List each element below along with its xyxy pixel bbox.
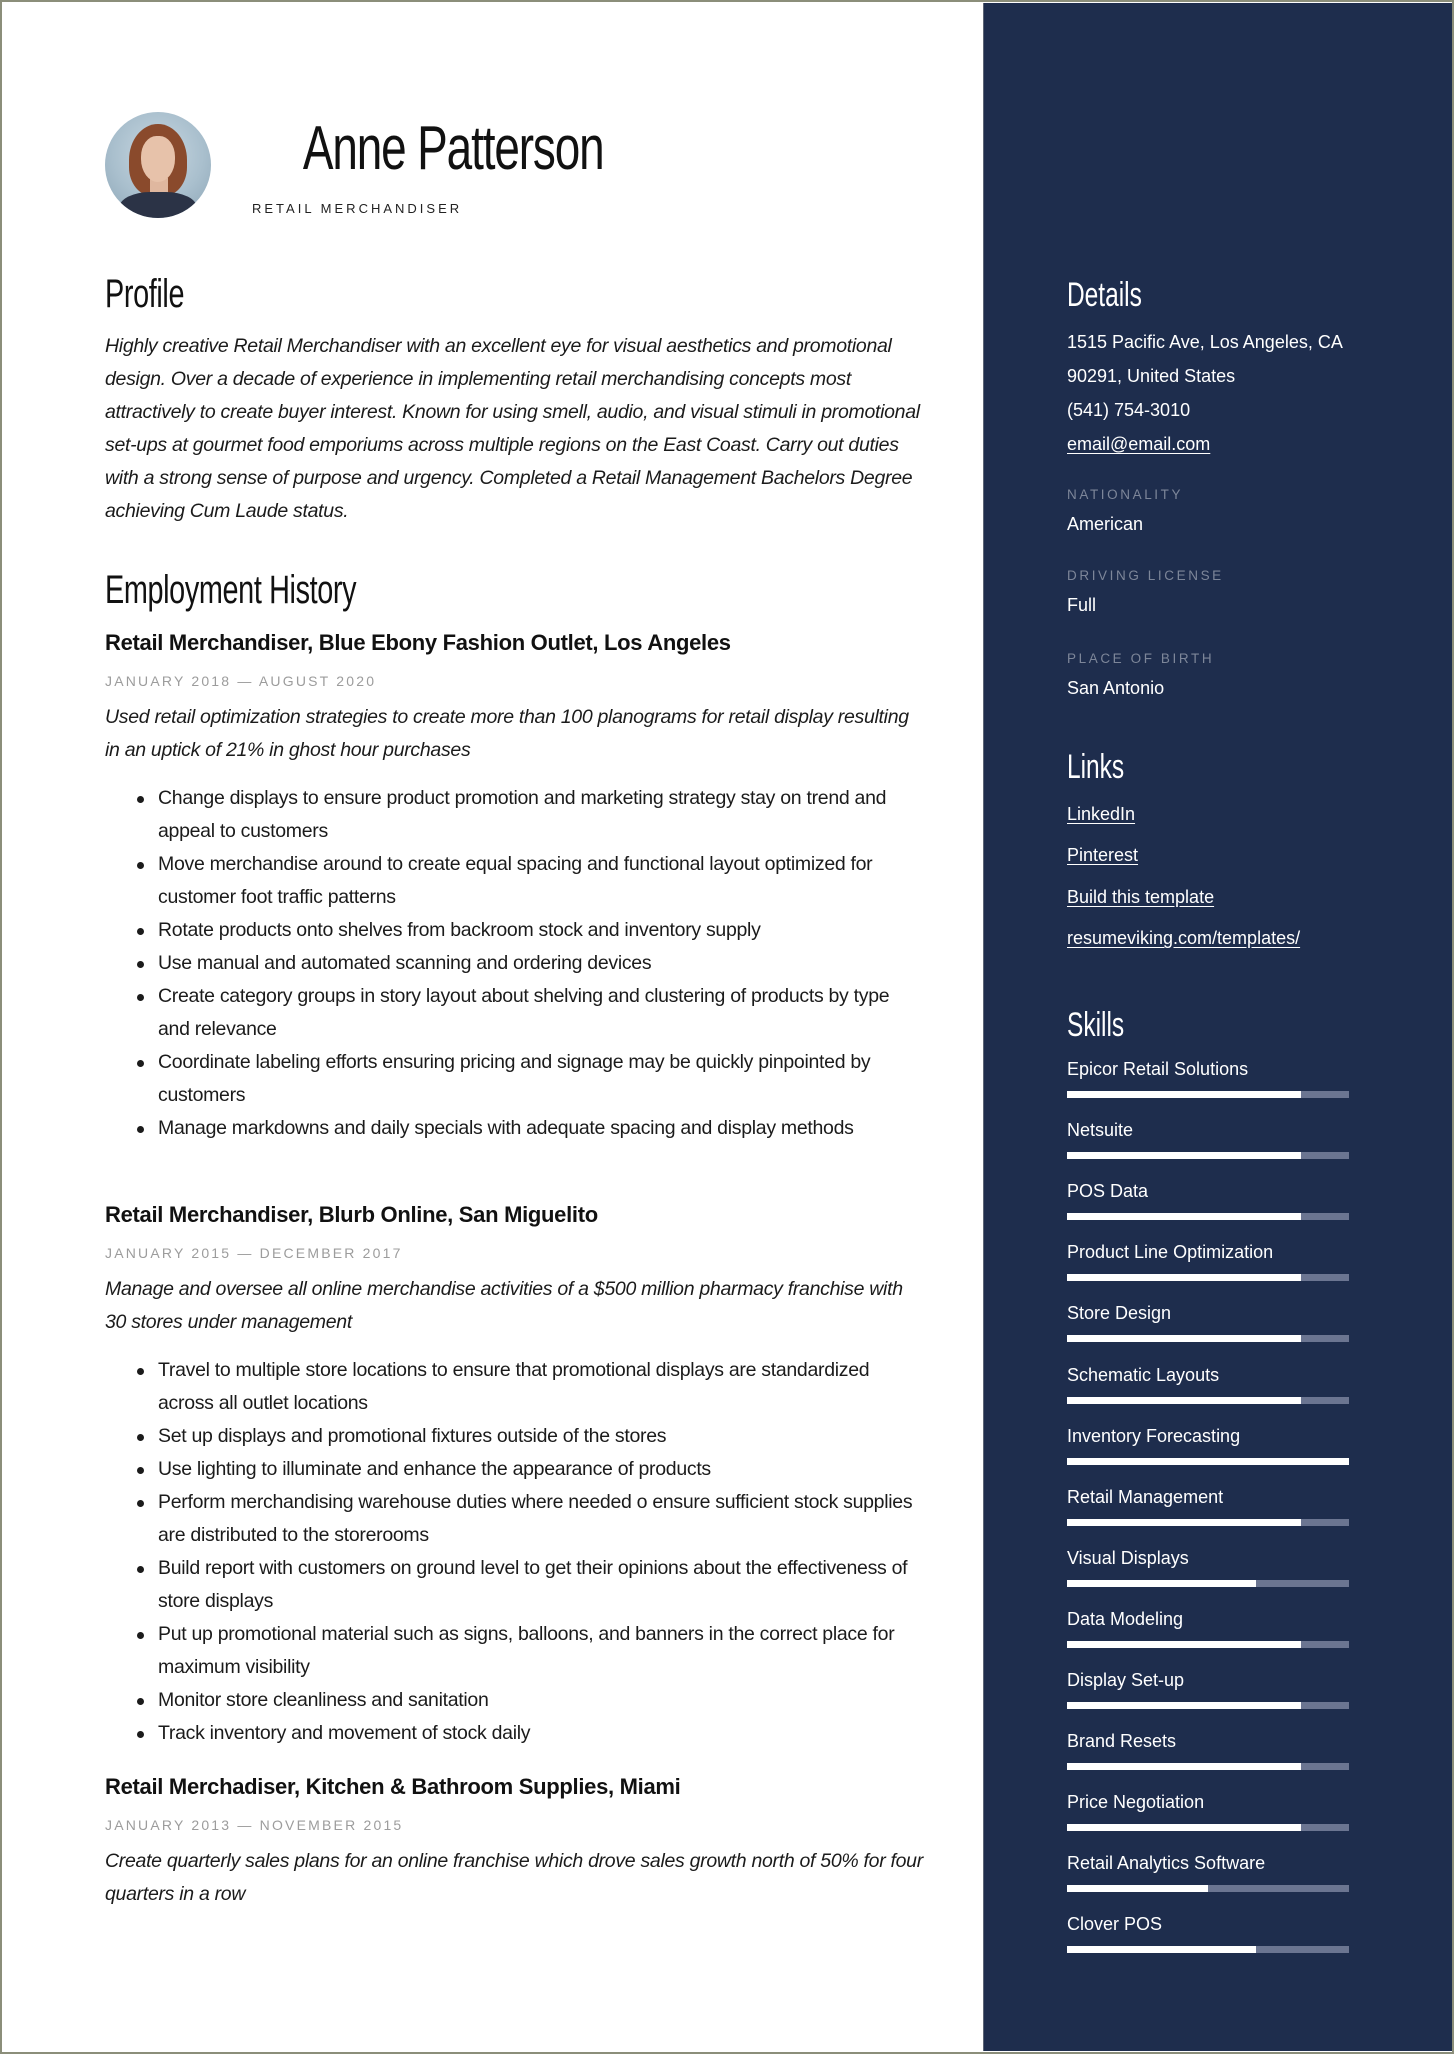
bullet-dot-icon [137, 1368, 144, 1375]
skill-level-fill [1067, 1091, 1301, 1098]
skill-item [1067, 1730, 1349, 1770]
job-bullet-text: Rotate products onto shelves from backroom stock and inventory supply [158, 919, 761, 941]
link-build-template[interactable]: Build this template [1067, 887, 1215, 907]
job-bullet-text: Use manual and automated scanning and ordering devices [158, 952, 652, 974]
phone: (541) 754-3010 [1067, 400, 1191, 420]
skill-level-bar [1067, 1763, 1349, 1770]
nationality-label: NATIONALITY [1067, 487, 1184, 502]
skill-level-fill [1067, 1580, 1256, 1587]
skill-item [1067, 1241, 1349, 1281]
sidebar [983, 3, 1452, 2051]
skill-level-fill [1067, 1274, 1301, 1281]
job-bullet [105, 980, 925, 1046]
job-bullet-text: Build report with customers on ground level to get their opinions about the effectiveness of store displays [158, 1557, 908, 1612]
skill-level-fill [1067, 1458, 1349, 1465]
skill-level-bar [1067, 1824, 1349, 1831]
skill-level-fill [1067, 1335, 1301, 1342]
candidate-name: Anne Patterson [302, 114, 604, 183]
skill-item [1067, 1425, 1349, 1465]
job-bullet [105, 1684, 925, 1717]
skill-level-bar [1067, 1641, 1349, 1648]
skill-name: Store Design [1067, 1303, 1172, 1324]
job-summary: Create quarterly sales plans for an online franchise which drove sales growth north of 50% for four quarters in a row [105, 1850, 923, 1905]
skill-item [1067, 1913, 1349, 1953]
job-bullet [105, 1552, 925, 1618]
job-bullet-text: Use lighting to illuminate and enhance the appearance of products [158, 1458, 711, 1480]
job-title: Retail Merchadiser, Kitchen & Bathroom Supplies, Miami [105, 1774, 681, 1799]
profile-photo [105, 112, 211, 218]
job-bullet-text: Put up promotional material such as signs, balloons, and banners in the correct place for maximum visibility [158, 1623, 895, 1678]
job-bullet [105, 1618, 925, 1684]
candidate-title: RETAIL MERCHANDISER [252, 201, 463, 216]
skill-name: Product Line Optimization [1067, 1242, 1274, 1263]
skill-name: Retail Analytics Software [1067, 1853, 1266, 1874]
job-bullets [105, 782, 925, 1145]
skill-level-bar [1067, 1152, 1349, 1159]
bullet-dot-icon [137, 1566, 144, 1573]
job-bullet [105, 1453, 925, 1486]
job-dates: JANUARY 2018 — AUGUST 2020 [105, 673, 377, 689]
link-pinterest[interactable]: Pinterest [1067, 845, 1139, 865]
nationality-value: American [1067, 514, 1144, 534]
skill-level-fill [1067, 1213, 1301, 1220]
links-heading: Links [1067, 748, 1125, 786]
skill-level-bar [1067, 1885, 1349, 1892]
job-bullet [105, 1717, 925, 1750]
skill-level-fill [1067, 1641, 1301, 1648]
job-bullet [105, 1046, 925, 1112]
skill-level-fill [1067, 1519, 1301, 1526]
job-bullet [105, 848, 925, 914]
bullet-dot-icon [137, 1060, 144, 1067]
bullet-dot-icon [137, 1500, 144, 1507]
job-bullet-text: Set up displays and promotional fixtures outside of the stores [158, 1425, 667, 1447]
place-of-birth-value: San Antonio [1067, 678, 1165, 698]
skill-level-fill [1067, 1702, 1301, 1709]
skill-level-fill [1067, 1885, 1208, 1892]
skill-name: Inventory Forecasting [1067, 1425, 1241, 1446]
skill-level-bar [1067, 1580, 1349, 1587]
email-link[interactable]: email@email.com [1067, 434, 1211, 454]
bullet-dot-icon [137, 994, 144, 1001]
skill-level-bar [1067, 1213, 1349, 1220]
skill-level-bar [1067, 1519, 1349, 1526]
employment-heading: Employment History [105, 568, 357, 612]
skill-item [1067, 1364, 1349, 1404]
skill-level-fill [1067, 1946, 1256, 1953]
skill-level-bar [1067, 1458, 1349, 1465]
job-bullet [105, 1486, 925, 1552]
bullet-dot-icon [137, 1467, 144, 1474]
skill-name: Brand Resets [1067, 1731, 1177, 1752]
address-line-2: 90291, United States [1067, 366, 1236, 386]
bullet-dot-icon [137, 928, 144, 935]
job-bullet [105, 1354, 925, 1420]
job-bullet [105, 914, 925, 947]
link-linkedin[interactable]: LinkedIn [1067, 804, 1136, 824]
job-bullets [105, 1354, 925, 1750]
job-bullet-text: Monitor store cleanliness and sanitation [158, 1689, 489, 1711]
link-resumeviking[interactable]: resumeviking.com/templates/ [1067, 928, 1301, 948]
job-title: Retail Merchandiser, Blurb Online, San Miguelito [105, 1202, 598, 1227]
job-bullet [105, 782, 925, 848]
skill-item [1067, 1119, 1349, 1159]
skill-level-fill [1067, 1824, 1301, 1831]
skill-level-bar [1067, 1335, 1349, 1342]
skill-item [1067, 1058, 1349, 1098]
skill-item [1067, 1608, 1349, 1648]
job-bullet-text: Perform merchandising warehouse duties where needed o ensure sufficient stock supplies are distributed to the storerooms [158, 1491, 913, 1546]
photo-shirt [119, 192, 197, 218]
photo-face [141, 136, 175, 182]
driving-license-label: DRIVING LICENSE [1067, 568, 1224, 583]
job-bullet-text: Move merchandise around to create equal spacing and functional layout optimized for customer foot traffic patterns [158, 853, 873, 908]
skill-item [1067, 1180, 1349, 1220]
bullet-dot-icon [137, 1698, 144, 1705]
bullet-dot-icon [137, 1434, 144, 1441]
skill-level-bar [1067, 1274, 1349, 1281]
bullet-dot-icon [137, 862, 144, 869]
job-bullet-text: Create category groups in story layout about shelving and clustering of products by type and relevance [158, 985, 890, 1040]
skill-name: Price Negotiation [1067, 1792, 1205, 1813]
job-bullet [105, 1420, 925, 1453]
driving-license-value: Full [1067, 595, 1097, 615]
skill-level-fill [1067, 1152, 1301, 1159]
skill-name: Display Set-up [1067, 1670, 1185, 1690]
profile-text: Highly creative Retail Merchandiser with an excellent eye for visual aesthetics and promotional design. Over a decade of experience in implementing retail merchandising concepts most attractively to create buyer interest. Known for using smell, audio, and visual stimuli in promotional set-ups at gourmet food emporiums across multiple regions on the East Coast. Carry out duties with a strong sense of purpose and urgency. Completed a Retail Management Bachelors Degree achieving Cum Laude status. [105, 335, 920, 522]
bullet-dot-icon [137, 1731, 144, 1738]
job-bullet-text: Change displays to ensure product promotion and marketing strategy stay on trend and appeal to customers [158, 787, 887, 842]
skill-level-bar [1067, 1702, 1349, 1709]
skill-item [1067, 1669, 1349, 1709]
skill-item [1067, 1547, 1349, 1587]
bullet-dot-icon [137, 796, 144, 803]
job-bullet-text: Track inventory and movement of stock daily [158, 1722, 531, 1744]
job-bullet-text: Travel to multiple store locations to ensure that promotional displays are standardized across all outlet locations [158, 1359, 870, 1414]
skill-name: Epicor Retail Solutions [1067, 1059, 1249, 1079]
job-dates: JANUARY 2013 — NOVEMBER 2015 [105, 1817, 404, 1833]
skills-heading: Skills [1067, 1006, 1125, 1044]
skill-name: Clover POS [1067, 1914, 1163, 1935]
skill-level-fill [1067, 1763, 1301, 1770]
job-bullet [105, 1112, 925, 1145]
job-title: Retail Merchandiser, Blue Ebony Fashion Outlet, Los Angeles [105, 630, 731, 655]
place-of-birth-label: PLACE OF BIRTH [1067, 651, 1215, 666]
skill-name: Retail Management [1067, 1486, 1224, 1507]
skill-item [1067, 1852, 1349, 1892]
skill-level-bar [1067, 1397, 1349, 1404]
job-bullet-text: Coordinate labeling efforts ensuring pricing and signage may be quickly pinpointed by customers [158, 1051, 871, 1106]
details-heading: Details [1067, 276, 1142, 314]
skill-name: Schematic Layouts [1067, 1364, 1220, 1385]
bullet-dot-icon [137, 961, 144, 968]
bullet-dot-icon [137, 1126, 144, 1133]
skill-item [1067, 1302, 1349, 1342]
bullet-dot-icon [137, 1632, 144, 1639]
skill-level-fill [1067, 1397, 1301, 1404]
job-dates: JANUARY 2015 — DECEMBER 2017 [105, 1245, 403, 1261]
skill-level-bar [1067, 1091, 1349, 1098]
job-summary: Manage and oversee all online merchandise activities of a $500 million pharmacy franchise with 30 stores under management [105, 1278, 903, 1333]
skill-item [1067, 1486, 1349, 1526]
skill-name: Data Modeling [1067, 1608, 1184, 1629]
skill-level-bar [1067, 1946, 1349, 1953]
skill-name: Netsuite [1067, 1120, 1134, 1141]
address-line-1: 1515 Pacific Ave, Los Angeles, CA [1067, 332, 1343, 352]
job-bullet [105, 947, 925, 980]
job-summary: Used retail optimization strategies to create more than 100 planograms for retail display resulting in an uptick of 21% in ghost hour purchases [105, 706, 909, 761]
skill-name: POS Data [1067, 1181, 1149, 1202]
skill-item [1067, 1791, 1349, 1831]
job-bullet-text: Manage markdowns and daily specials with adequate spacing and display methods [158, 1117, 854, 1139]
skill-name: Visual Displays [1067, 1547, 1189, 1568]
profile-heading: Profile [105, 272, 185, 316]
